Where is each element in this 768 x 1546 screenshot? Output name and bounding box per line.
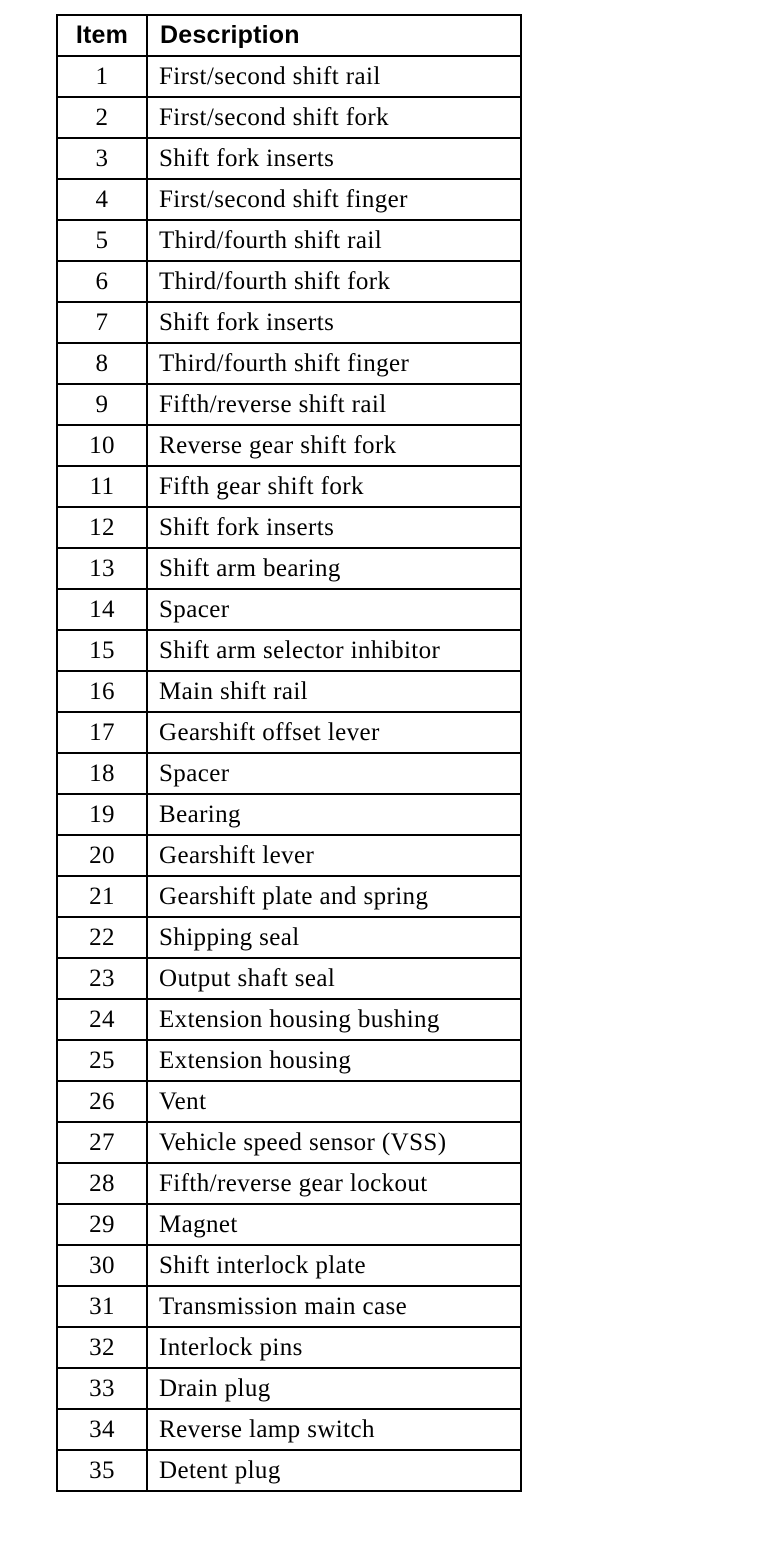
table-row <box>57 56 521 97</box>
description-cell: Extension housing bushing <box>147 999 521 1040</box>
table-row <box>57 1368 521 1409</box>
item-number-cell: 8 <box>57 343 147 384</box>
description-cell: Shift fork inserts <box>147 138 521 179</box>
item-number-cell: 11 <box>57 466 147 507</box>
item-number-cell: 19 <box>57 794 147 835</box>
table-body <box>57 56 521 1491</box>
table-row <box>57 958 521 999</box>
description-cell: Drain plug <box>147 1368 521 1409</box>
item-number-cell: 25 <box>57 1040 147 1081</box>
table-row <box>57 220 521 261</box>
item-number-cell: 20 <box>57 835 147 876</box>
table-row <box>57 1040 521 1081</box>
table-row <box>57 1122 521 1163</box>
item-number-cell: 35 <box>57 1450 147 1491</box>
description-cell: Shipping seal <box>147 917 521 958</box>
item-number-cell: 32 <box>57 1327 147 1368</box>
item-number-cell: 29 <box>57 1204 147 1245</box>
description-cell: Shift fork inserts <box>147 302 521 343</box>
description-cell: First/second shift fork <box>147 97 521 138</box>
item-number-cell: 7 <box>57 302 147 343</box>
item-number-cell: 22 <box>57 917 147 958</box>
description-cell: Spacer <box>147 753 521 794</box>
description-cell: Extension housing <box>147 1040 521 1081</box>
description-cell: Main shift rail <box>147 671 521 712</box>
item-number-cell: 13 <box>57 548 147 589</box>
item-number-cell: 5 <box>57 220 147 261</box>
description-cell: Output shaft seal <box>147 958 521 999</box>
description-cell: Fifth/reverse shift rail <box>147 384 521 425</box>
table-row <box>57 999 521 1040</box>
item-number-cell: 30 <box>57 1245 147 1286</box>
table-row <box>57 179 521 220</box>
description-cell: Gearshift plate and spring <box>147 876 521 917</box>
item-number-cell: 3 <box>57 138 147 179</box>
item-number-cell: 24 <box>57 999 147 1040</box>
table-row <box>57 1327 521 1368</box>
table-row <box>57 1245 521 1286</box>
table-row <box>57 97 521 138</box>
description-cell: Reverse lamp switch <box>147 1409 521 1450</box>
item-number-cell: 27 <box>57 1122 147 1163</box>
table-row <box>57 589 521 630</box>
table-row <box>57 794 521 835</box>
description-cell: Interlock pins <box>147 1327 521 1368</box>
table-row <box>57 753 521 794</box>
description-cell: Vent <box>147 1081 521 1122</box>
item-number-cell: 28 <box>57 1163 147 1204</box>
column-header-description: Description <box>147 15 521 56</box>
item-number-cell: 14 <box>57 589 147 630</box>
table-row <box>57 138 521 179</box>
description-cell: Fifth/reverse gear lockout <box>147 1163 521 1204</box>
table-row <box>57 1081 521 1122</box>
table-row <box>57 425 521 466</box>
description-cell: Detent plug <box>147 1450 521 1491</box>
table-row <box>57 630 521 671</box>
description-cell: Shift fork inserts <box>147 507 521 548</box>
table-row <box>57 507 521 548</box>
item-number-cell: 2 <box>57 97 147 138</box>
description-cell: Shift interlock plate <box>147 1245 521 1286</box>
table-row <box>57 261 521 302</box>
item-number-cell: 18 <box>57 753 147 794</box>
table-header-row <box>57 15 521 56</box>
description-cell: Shift arm bearing <box>147 548 521 589</box>
description-cell: Fifth gear shift fork <box>147 466 521 507</box>
item-number-cell: 23 <box>57 958 147 999</box>
description-cell: Vehicle speed sensor (VSS) <box>147 1122 521 1163</box>
description-cell: Gearshift offset lever <box>147 712 521 753</box>
table-row <box>57 1286 521 1327</box>
parts-table <box>56 14 522 1492</box>
description-cell: First/second shift rail <box>147 56 521 97</box>
table-row <box>57 712 521 753</box>
table-row <box>57 302 521 343</box>
table-row <box>57 1409 521 1450</box>
table-row <box>57 1204 521 1245</box>
item-number-cell: 12 <box>57 507 147 548</box>
description-cell: Transmission main case <box>147 1286 521 1327</box>
description-cell: Magnet <box>147 1204 521 1245</box>
item-number-cell: 10 <box>57 425 147 466</box>
item-number-cell: 16 <box>57 671 147 712</box>
description-cell: Gearshift lever <box>147 835 521 876</box>
item-number-cell: 31 <box>57 1286 147 1327</box>
table-row <box>57 835 521 876</box>
description-cell: Reverse gear shift fork <box>147 425 521 466</box>
table-row <box>57 466 521 507</box>
table-row <box>57 548 521 589</box>
item-number-cell: 6 <box>57 261 147 302</box>
table-row <box>57 1450 521 1491</box>
table-row <box>57 1163 521 1204</box>
description-cell: Spacer <box>147 589 521 630</box>
item-number-cell: 15 <box>57 630 147 671</box>
item-number-cell: 26 <box>57 1081 147 1122</box>
table-row <box>57 671 521 712</box>
table-row <box>57 917 521 958</box>
column-header-item: Item <box>57 15 147 56</box>
table-row <box>57 343 521 384</box>
description-cell: First/second shift finger <box>147 179 521 220</box>
item-number-cell: 4 <box>57 179 147 220</box>
description-cell: Third/fourth shift finger <box>147 343 521 384</box>
item-number-cell: 1 <box>57 56 147 97</box>
item-number-cell: 17 <box>57 712 147 753</box>
item-number-cell: 34 <box>57 1409 147 1450</box>
description-cell: Third/fourth shift rail <box>147 220 521 261</box>
item-number-cell: 21 <box>57 876 147 917</box>
description-cell: Bearing <box>147 794 521 835</box>
description-cell: Shift arm selector inhibitor <box>147 630 521 671</box>
item-number-cell: 33 <box>57 1368 147 1409</box>
item-number-cell: 9 <box>57 384 147 425</box>
description-cell: Third/fourth shift fork <box>147 261 521 302</box>
table-row <box>57 384 521 425</box>
table-row <box>57 876 521 917</box>
